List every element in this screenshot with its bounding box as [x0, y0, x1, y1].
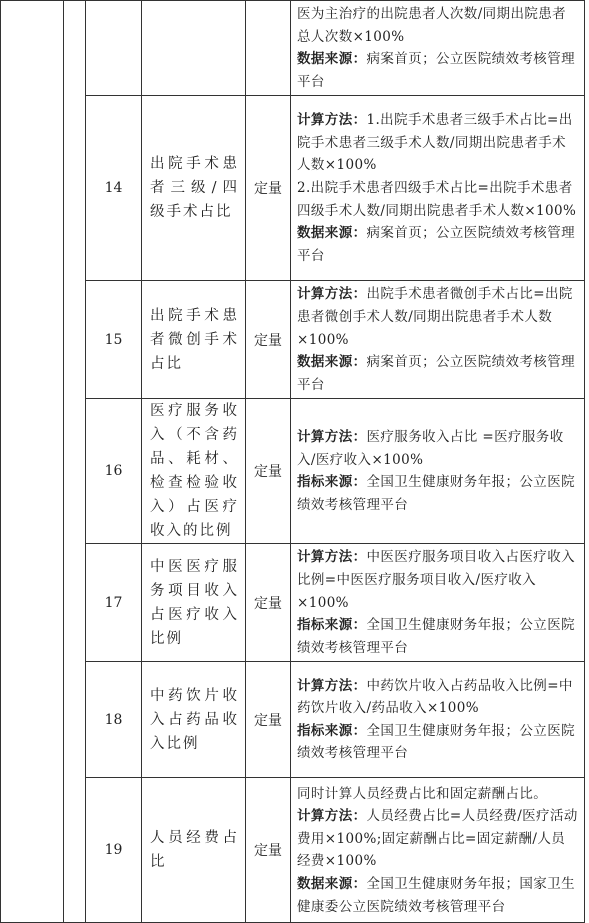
description-keyword: 计算方法： — [297, 549, 367, 566]
indicator-name: 人员经费占比 — [142, 778, 246, 923]
description-keyword: 计算方法： — [297, 429, 367, 446]
indicator-name: 中药饮片收入占药品收入比例 — [142, 662, 246, 778]
indicator-name — [142, 1, 246, 96]
indicator-description — [291, 399, 585, 544]
description-line — [297, 426, 578, 471]
description-line — [297, 614, 578, 659]
description-line — [297, 675, 578, 720]
description-line — [297, 283, 578, 351]
description-text: 医为主治疗的出院患者人次数/同期出院患者总人次数×100% — [297, 6, 567, 45]
description-line — [297, 783, 578, 806]
indicator-name: 出院手术患者三级/四级手术占比 — [142, 96, 246, 281]
row-number: 16 — [86, 399, 142, 544]
indicator-name: 出院手术患者微创手术占比 — [142, 281, 246, 399]
description-text: 医疗服务收入占比 =医疗服务收入/医疗收入×100% — [297, 429, 564, 468]
description-keyword: 数据来源： — [297, 51, 367, 68]
table-row — [1, 281, 585, 399]
description-text: 出院手术患者微创手术占比=出院患者微创手术人数/同期出院患者手术人数×100% — [297, 286, 573, 348]
row-number: 18 — [86, 662, 142, 778]
description-line — [297, 177, 578, 222]
description-line — [297, 471, 578, 516]
indicator-description — [291, 96, 585, 281]
description-line — [297, 873, 578, 918]
row-number: 15 — [86, 281, 142, 399]
description-keyword: 数据来源： — [297, 225, 367, 242]
description-text: 病案首页；公立医院绩效考核管理平台 — [297, 225, 575, 264]
indicator-type: 定量 — [246, 281, 291, 399]
description-keyword: 数据来源： — [297, 875, 367, 892]
description-text: 全国卫生健康财务年报；公立医院绩效考核管理平台 — [297, 722, 575, 762]
description-line — [297, 546, 578, 614]
description-keyword: 计算方法： — [297, 112, 367, 129]
description-text: 人员经费占比=人员经费/医疗活动费用×100%;固定薪酬占比=固定薪酬/人员经费×100% — [297, 808, 578, 870]
description-keyword: 指标来源： — [297, 722, 367, 739]
row-number: 19 — [86, 778, 142, 923]
description-line — [297, 351, 578, 396]
description-line — [297, 720, 578, 765]
description-line — [297, 222, 578, 267]
description-text: 全国卫生健康财务年报；公立医院绩效考核管理平台 — [297, 474, 575, 513]
indicator-name: 中医医疗服务项目收入占医疗收入比例 — [142, 544, 246, 662]
description-keyword: 计算方法： — [297, 808, 367, 825]
indicator-type: 定量 — [246, 778, 291, 923]
description-text: 2.出院手术患者四级手术占比=出院手术患者四级手术人数/同期出院患者手术人数×100% — [297, 180, 577, 219]
table-row — [1, 544, 585, 662]
description-keyword: 指标来源： — [297, 617, 367, 634]
description-text: 同时计算人员经费占比和固定薪酬占比。 — [297, 785, 548, 802]
description-text: 中药饮片收入占药品收入比例=中药饮片收入/药品收入×100% — [297, 677, 573, 717]
row-number: 14 — [86, 96, 142, 281]
indicator-description — [291, 544, 585, 662]
description-text: 全国卫生健康财务年报；公立医院绩效考核管理平台 — [297, 617, 575, 656]
table-row — [1, 662, 585, 778]
indicator-description — [291, 778, 585, 923]
description-keyword: 指标来源： — [297, 474, 367, 491]
table-row — [1, 399, 585, 544]
table-row — [1, 1, 585, 96]
indicator-type: 定量 — [246, 662, 291, 778]
description-line — [297, 3, 578, 48]
indicator-type: 定量 — [246, 544, 291, 662]
indicator-type: 定量 — [246, 399, 291, 544]
description-line — [297, 48, 578, 93]
row-number: 17 — [86, 544, 142, 662]
description-keyword: 数据来源： — [297, 354, 367, 371]
indicator-type: 定量 — [246, 96, 291, 281]
description-text: 病案首页；公立医院绩效考核管理平台 — [297, 51, 575, 90]
left-margin-cell — [1, 1, 64, 923]
description-keyword: 计算方法： — [297, 286, 367, 303]
description-keyword: 计算方法： — [297, 677, 367, 694]
description-text: 全国卫生健康财务年报；国家卫生健康委公立医院绩效考核管理平台 — [297, 875, 575, 915]
table-row — [1, 778, 585, 923]
description-text: 病案首页；公立医院绩效考核管理平台 — [297, 354, 575, 393]
description-text: 1.出院手术患者三级手术占比=出院手术患者三级手术人数/同期出院患者手术人数×100% — [297, 112, 573, 174]
description-text: 中医医疗服务项目收入占医疗收入比例=中医医疗服务项目收入/医疗收入×100% — [297, 549, 575, 611]
row-number — [86, 1, 142, 96]
indicator-description — [291, 662, 585, 778]
description-line — [297, 109, 578, 177]
description-line — [297, 805, 578, 873]
indicator-type — [246, 1, 291, 96]
category-cell — [64, 1, 86, 923]
indicator-name: 医疗服务收入（不含药品、耗材、检查检验收入）占医疗收入的比例 — [142, 399, 246, 544]
table-row — [1, 96, 585, 281]
indicator-description — [291, 281, 585, 399]
indicator-description — [291, 1, 585, 96]
